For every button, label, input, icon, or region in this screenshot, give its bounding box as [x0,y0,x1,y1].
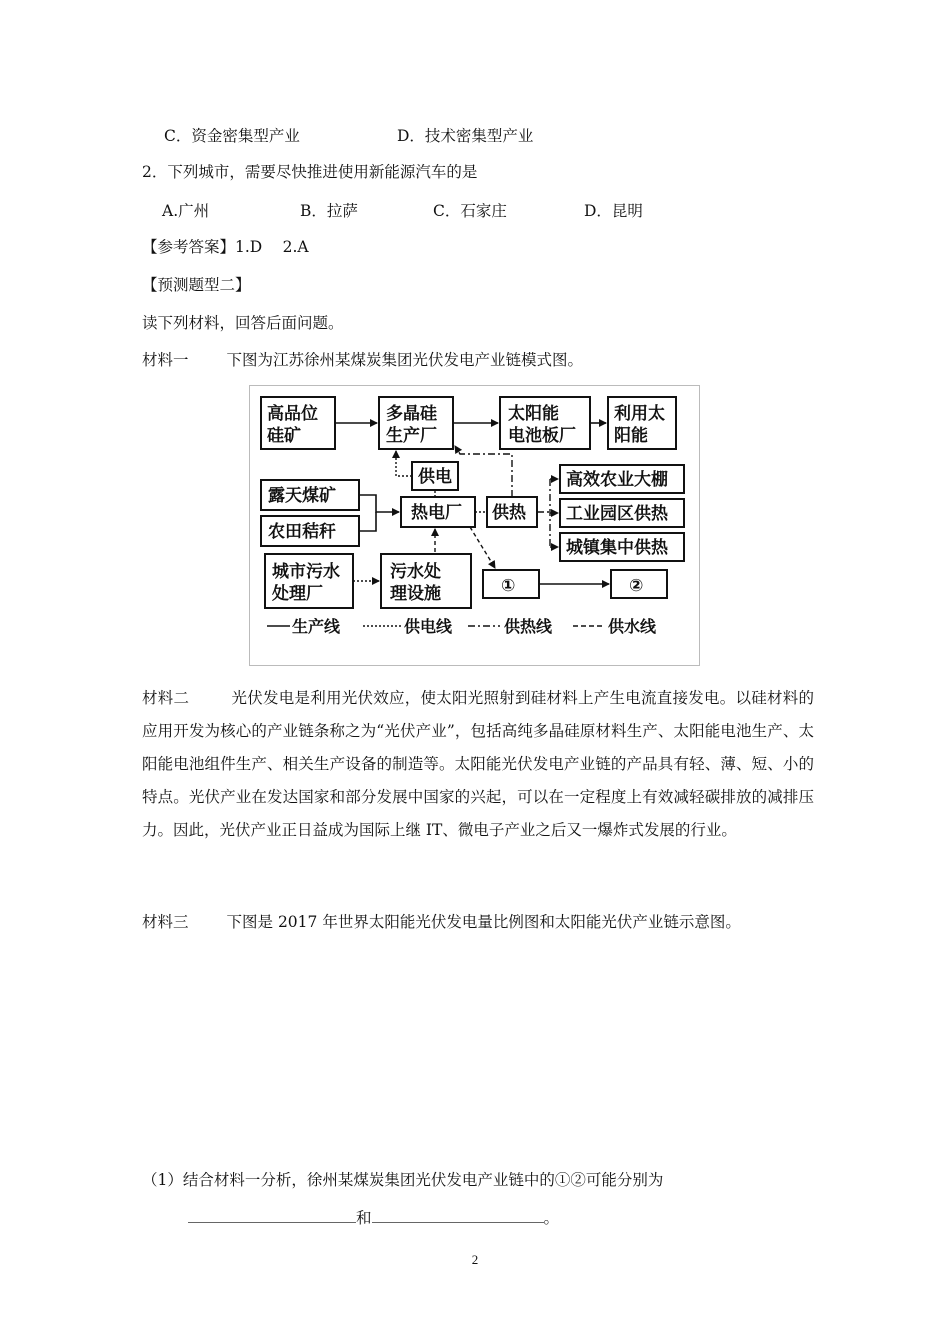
material-2-label: 材料二 [142,689,190,707]
question-2-stem: 2．下列城市，需要尽快推进使用新能源汽车的是 [142,163,478,181]
instruction: 读下列材料，回答后面问题。 [142,314,344,332]
material-2 [142,682,814,847]
answer-connector: 和 [356,1209,372,1227]
label-polysilicon-1: 多晶硅 [386,404,437,424]
label-sewage-plant-1: 城市污水 [272,562,340,582]
water-line-plant-to-unknown1 [470,527,495,568]
industry-chain-diagram [249,385,700,666]
label-use-solar-1: 利用太 [614,404,665,424]
label-sewage-facility-2: 理设施 [390,584,441,604]
label-industrial-heat: 工业园区供热 [566,504,668,524]
material-1-text: 下图为江苏徐州某煤炭集团光伏发电产业链模式图。 [226,351,584,369]
material-1-label: 材料一 [142,351,189,369]
section-title: 【预测题型二】 [142,276,251,294]
label-solar-panel-2: 电池板厂 [508,426,576,446]
label-town-heat: 城镇集中供热 [566,538,668,558]
power-line-supply-to-poly [396,451,412,476]
reference-answer: 【参考答案】1.D 2.A [142,238,309,256]
label-straw: 农田秸秆 [268,522,336,542]
line-straw-to-plant [359,512,376,531]
label-solar-panel-1: 太阳能 [508,404,559,424]
label-sewage-facility-1: 污水处 [390,562,441,582]
q2-option-d: D．昆明 [584,202,643,220]
option-c: C．资金密集型产业 [164,127,300,145]
heat-line-to-poly [455,446,512,497]
label-polysilicon-2: 生产厂 [386,426,437,446]
answer-end: 。 [543,1209,560,1227]
question-1-answer-line [188,1208,559,1228]
legend-heat: 供热线 [504,617,553,636]
q2-option-b: B．拉萨 [300,202,358,220]
answer-blank-1[interactable] [188,1208,356,1223]
answer-blank-2[interactable] [372,1208,544,1223]
label-open-coal: 露天煤矿 [268,486,336,506]
q2-option-a: A.广州 [162,202,210,220]
label-sewage-plant-2: 处理厂 [272,584,323,604]
legend-power: 供电线 [404,617,453,636]
material-1 [142,350,583,370]
material-3-label: 材料三 [142,913,189,931]
q2-option-c: C．石家庄 [433,202,507,220]
label-silicon-mine-2: 硅矿 [267,426,301,446]
legend-water: 供水线 [608,617,657,636]
label-use-solar-2: 阳能 [614,426,648,446]
line-coal-to-plant [359,495,399,512]
material-3 [142,912,741,932]
option-d: D．技术密集型产业 [397,127,534,145]
label-unknown-2: ② [629,576,644,596]
material-3-text: 下图是 2017 年世界太阳能光伏发电量比例图和太阳能光伏产业链示意图。 [226,913,741,931]
label-thermal-plant: 热电厂 [411,503,462,523]
material-2-text: 光伏发电是利用光伏效应，使太阳光照射到硅材料上产生电流直接发电。以硅材料的应用开发为核心的产业链条称之为“光伏产业”，包括高纯多晶硅原材料生产、太阳能电池生产、太阳能电池组件生产、相关生产设备的制造等。太阳能光伏发电产业链的产品具有轻、薄、短、小的特点。光伏产业在发达国家和部分发展中国家的兴起，可以在一定程度上有效减轻碳排放的减排压力。因此，光伏产业正日益成为国际上继 IT、微电子产业之后又一爆炸式发展的行业。 [142,689,814,839]
label-power-supply: 供电 [418,467,452,487]
label-heat-supply: 供热 [492,503,526,523]
label-unknown-1: ① [501,576,516,596]
legend-production: 生产线 [292,617,341,636]
label-greenhouse: 高效农业大棚 [566,470,668,490]
page-number: 2 [471,1252,479,1267]
question-1-stem: （1）结合材料一分析，徐州某煤炭集团光伏发电产业链中的①②可能分别为 [142,1171,664,1189]
label-silicon-mine-1: 高品位 [267,404,318,424]
